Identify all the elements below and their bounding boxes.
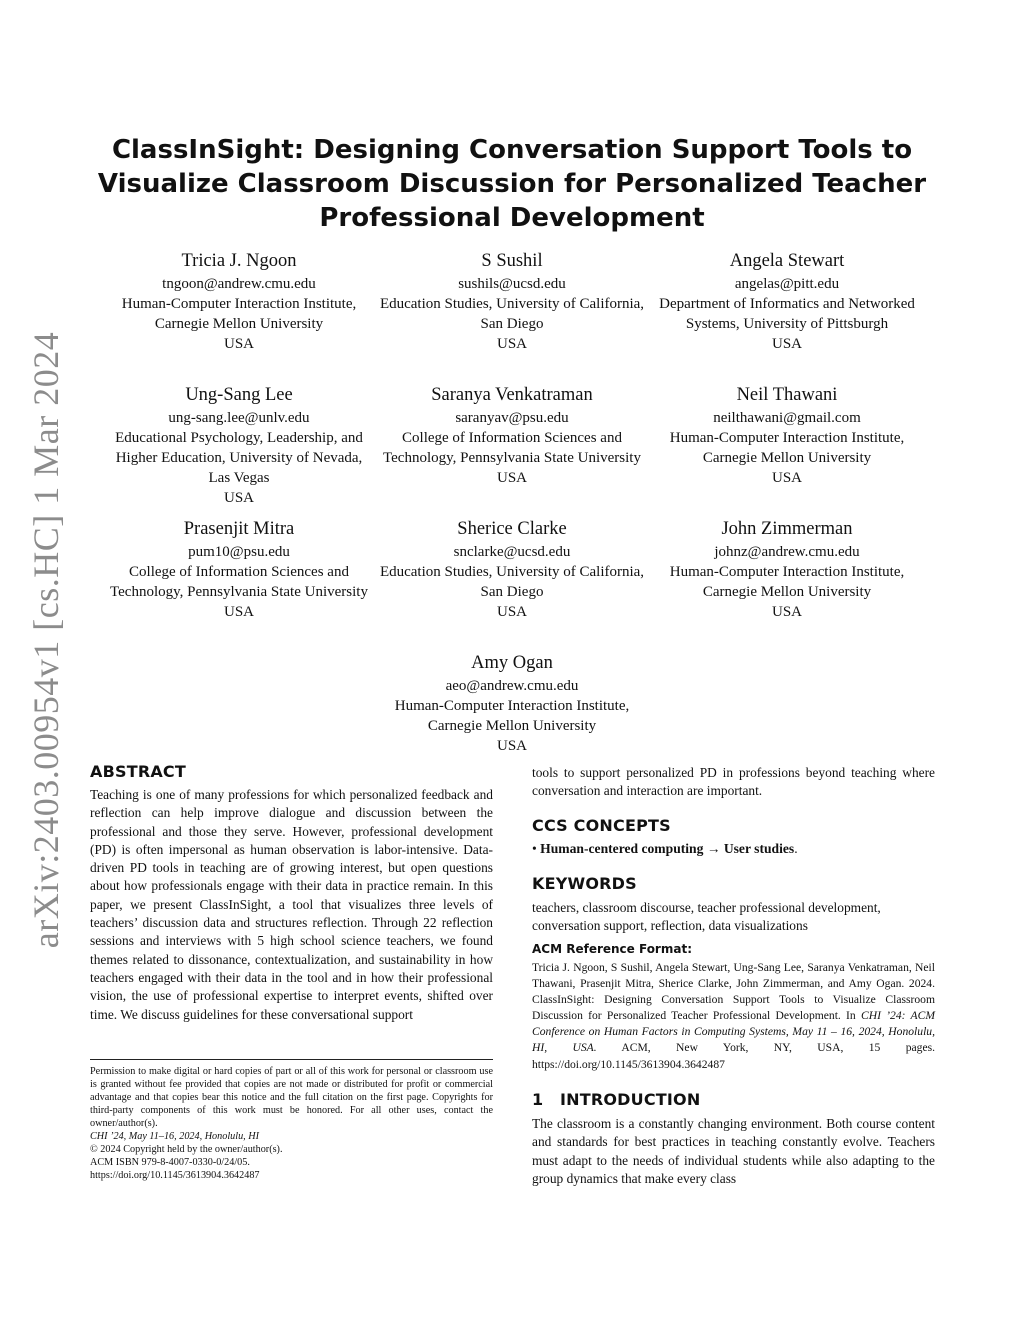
author-country: USA — [496, 738, 527, 754]
reference-tail: ACM, New York, NY, USA, 15 pages. https://doi.org/10.1145/3613904.3642487 — [532, 1041, 935, 1071]
conference-venue: CHI ’24, May 11–16, 2024, Honolulu, HI — [90, 1131, 260, 1142]
author-country: USA — [771, 604, 802, 620]
footnote-divider — [90, 1059, 493, 1060]
abstract-text: Teaching is one of many professions for which personalized feedback and reflection can help improve dialogue and discussion between the professional and those they serve. However, professional development (PD) is often impersonal as human observation is labor-intensive. Data-driven PD tools in teaching are of growing interest, but open questions about how professionals engage with their data in practice remain. In this paper, we present ClassInSight, a tool that visualizes three levels of teachers’ discussion data and structures reflection. Through 22 reflection sessions and interviews with 5 high school science teachers, we found themes related to dissonance, contextualization, and sustainability in how teachers engaged with their data in the tool and in how their professional vision, the use of professional expertise to interpret events, shifted over time. We discuss guidelines for these conversational support — [90, 787, 493, 1022]
author-affiliation: Human-Computer Interaction Institute, Carnegie Mellon University — [394, 698, 630, 734]
ccs-subconcept: User studies — [723, 841, 795, 856]
author-affiliation: College of Information Sciences and Technology, Pennsylvania State University — [383, 430, 641, 466]
author-name: Sherice Clarke — [457, 519, 567, 539]
author-country: USA — [496, 604, 527, 620]
author-block — [377, 516, 647, 622]
author-affiliation: Human-Computer Interaction Institute, Carnegie Mellon University — [669, 564, 905, 600]
author-block — [377, 248, 647, 354]
author-email[interactable]: aeo@andrew.cmu.edu — [445, 678, 579, 694]
author-name: Saranya Venkatraman — [431, 385, 593, 405]
keywords-heading: KEYWORDS — [532, 874, 637, 893]
author-affiliation: Department of Informatics and Networked Systems, University of Pittsburgh — [659, 296, 915, 332]
reference-venue: CHI ’24: ACM Conference on Human Factors in Computing Systems, May 11 – 16, 2024, Honolulu, HI, USA. — [532, 1009, 935, 1055]
copyright-line: © 2024 Copyright held by the owner/author(s). — [90, 1144, 283, 1155]
ccs-heading: CCS CONCEPTS — [532, 816, 671, 835]
acm-reference-heading: ACM Reference Format: — [532, 942, 692, 956]
paper-title: ClassInSight: Designing Conversation Support Tools to Visualize Classroom Discussion for Personalized Teacher Professional Development — [97, 135, 927, 233]
author-name: Angela Stewart — [729, 251, 845, 271]
author-name: Amy Ogan — [471, 653, 553, 673]
author-country: USA — [223, 490, 254, 506]
doi-link[interactable]: https://doi.org/10.1145/3613904.3642487 — [90, 1170, 260, 1181]
author-country: USA — [496, 336, 527, 352]
author-email[interactable]: neilthawani@gmail.com — [713, 410, 861, 426]
ccs-concept: Human-centered computing — [540, 841, 704, 856]
author-name: Prasenjit Mitra — [183, 519, 295, 539]
introduction-heading — [532, 1090, 700, 1109]
author-name: S Sushil — [481, 251, 543, 271]
author-country: USA — [496, 470, 527, 486]
author-country: USA — [223, 604, 254, 620]
abstract-continuation: tools to support personalized PD in professions beyond teaching where conversation and interaction are important. — [532, 765, 935, 799]
author-email[interactable]: tngoon@andrew.cmu.edu — [162, 276, 316, 292]
arrow-icon: → — [706, 841, 721, 856]
author-block — [652, 248, 922, 354]
author-block — [104, 248, 374, 354]
author-block — [377, 650, 647, 756]
author-email[interactable]: ung-sang.lee@unlv.edu — [168, 410, 310, 426]
ccs-period: . — [794, 841, 798, 856]
acm-reference-text — [532, 960, 935, 1073]
author-name: John Zimmerman — [721, 519, 853, 539]
bullet: • — [532, 841, 537, 856]
author-name: Neil Thawani — [736, 385, 838, 405]
permission-block — [90, 1065, 493, 1182]
introduction-text: The classroom is a constantly changing environment. Both course content and standards for best practices in teaching constantly evolve. Teachers must adapt to the needs of individual students while also adapting to the group dynamics that make every class — [532, 1116, 935, 1186]
author-email[interactable]: pum10@psu.edu — [188, 544, 290, 560]
author-affiliation: Education Studies, University of California, San Diego — [379, 296, 645, 332]
section-number: 1 — [532, 1090, 544, 1109]
isbn-line: ACM ISBN 979-8-4007-0330-0/24/05. — [90, 1157, 250, 1168]
author-affiliation: Education Studies, University of California, San Diego — [379, 564, 645, 600]
author-affiliation: Educational Psychology, Leadership, and Higher Education, University of Nevada, Las Vegas — [115, 430, 363, 486]
abstract-heading: ABSTRACT — [90, 762, 186, 781]
author-block — [104, 382, 374, 508]
author-affiliation: Human-Computer Interaction Institute, Carnegie Mellon University — [121, 296, 357, 332]
author-affiliation: College of Information Sciences and Technology, Pennsylvania State University — [110, 564, 368, 600]
author-block — [652, 516, 922, 622]
author-country: USA — [223, 336, 254, 352]
author-block — [652, 382, 922, 488]
author-email[interactable]: sushils@ucsd.edu — [458, 276, 566, 292]
ccs-concepts — [532, 840, 935, 858]
author-email[interactable]: angelas@pitt.edu — [734, 276, 840, 292]
arxiv-identifier: arXiv:2403.00954v1 [cs.HC] 1 Mar 2024 — [26, 331, 66, 949]
author-block — [104, 516, 374, 622]
author-name: Ung-Sang Lee — [185, 385, 293, 405]
author-block — [377, 382, 647, 488]
author-name: Tricia J. Ngoon — [181, 251, 297, 271]
author-affiliation: Human-Computer Interaction Institute, Carnegie Mellon University — [669, 430, 905, 466]
keywords-text: teachers, classroom discourse, teacher professional development, conversation support, reflection, data visualizations — [532, 900, 881, 934]
author-email[interactable]: johnz@andrew.cmu.edu — [714, 544, 860, 560]
author-email[interactable]: saranyav@psu.edu — [455, 410, 569, 426]
author-email[interactable]: snclarke@ucsd.edu — [453, 544, 571, 560]
author-country: USA — [771, 470, 802, 486]
author-country: USA — [771, 336, 802, 352]
permission-notice: Permission to make digital or hard copies of part or all of this work for personal or classroom use is granted without fee provided that copies are not made or distributed for profit or commercial advantage and that copies bear this notice and the full citation on the first page. Copyrights for third-party components of this work must be honored. For all other uses, contact the owner/author(s). — [90, 1066, 493, 1129]
reference-body: Tricia J. Ngoon, S Sushil, Angela Stewart, Ung-Sang Lee, Saranya Venkatraman, Neil Thawani, Prasenjit Mitra, Sherice Clarke, John Zimmerman, and Amy Ogan. 2024. ClassInSight: Designing Conversation Support Tools to Visualize Classroom Discussion for Personalized Teacher Professional Development. In — [532, 961, 935, 1023]
section-title: INTRODUCTION — [560, 1090, 701, 1109]
